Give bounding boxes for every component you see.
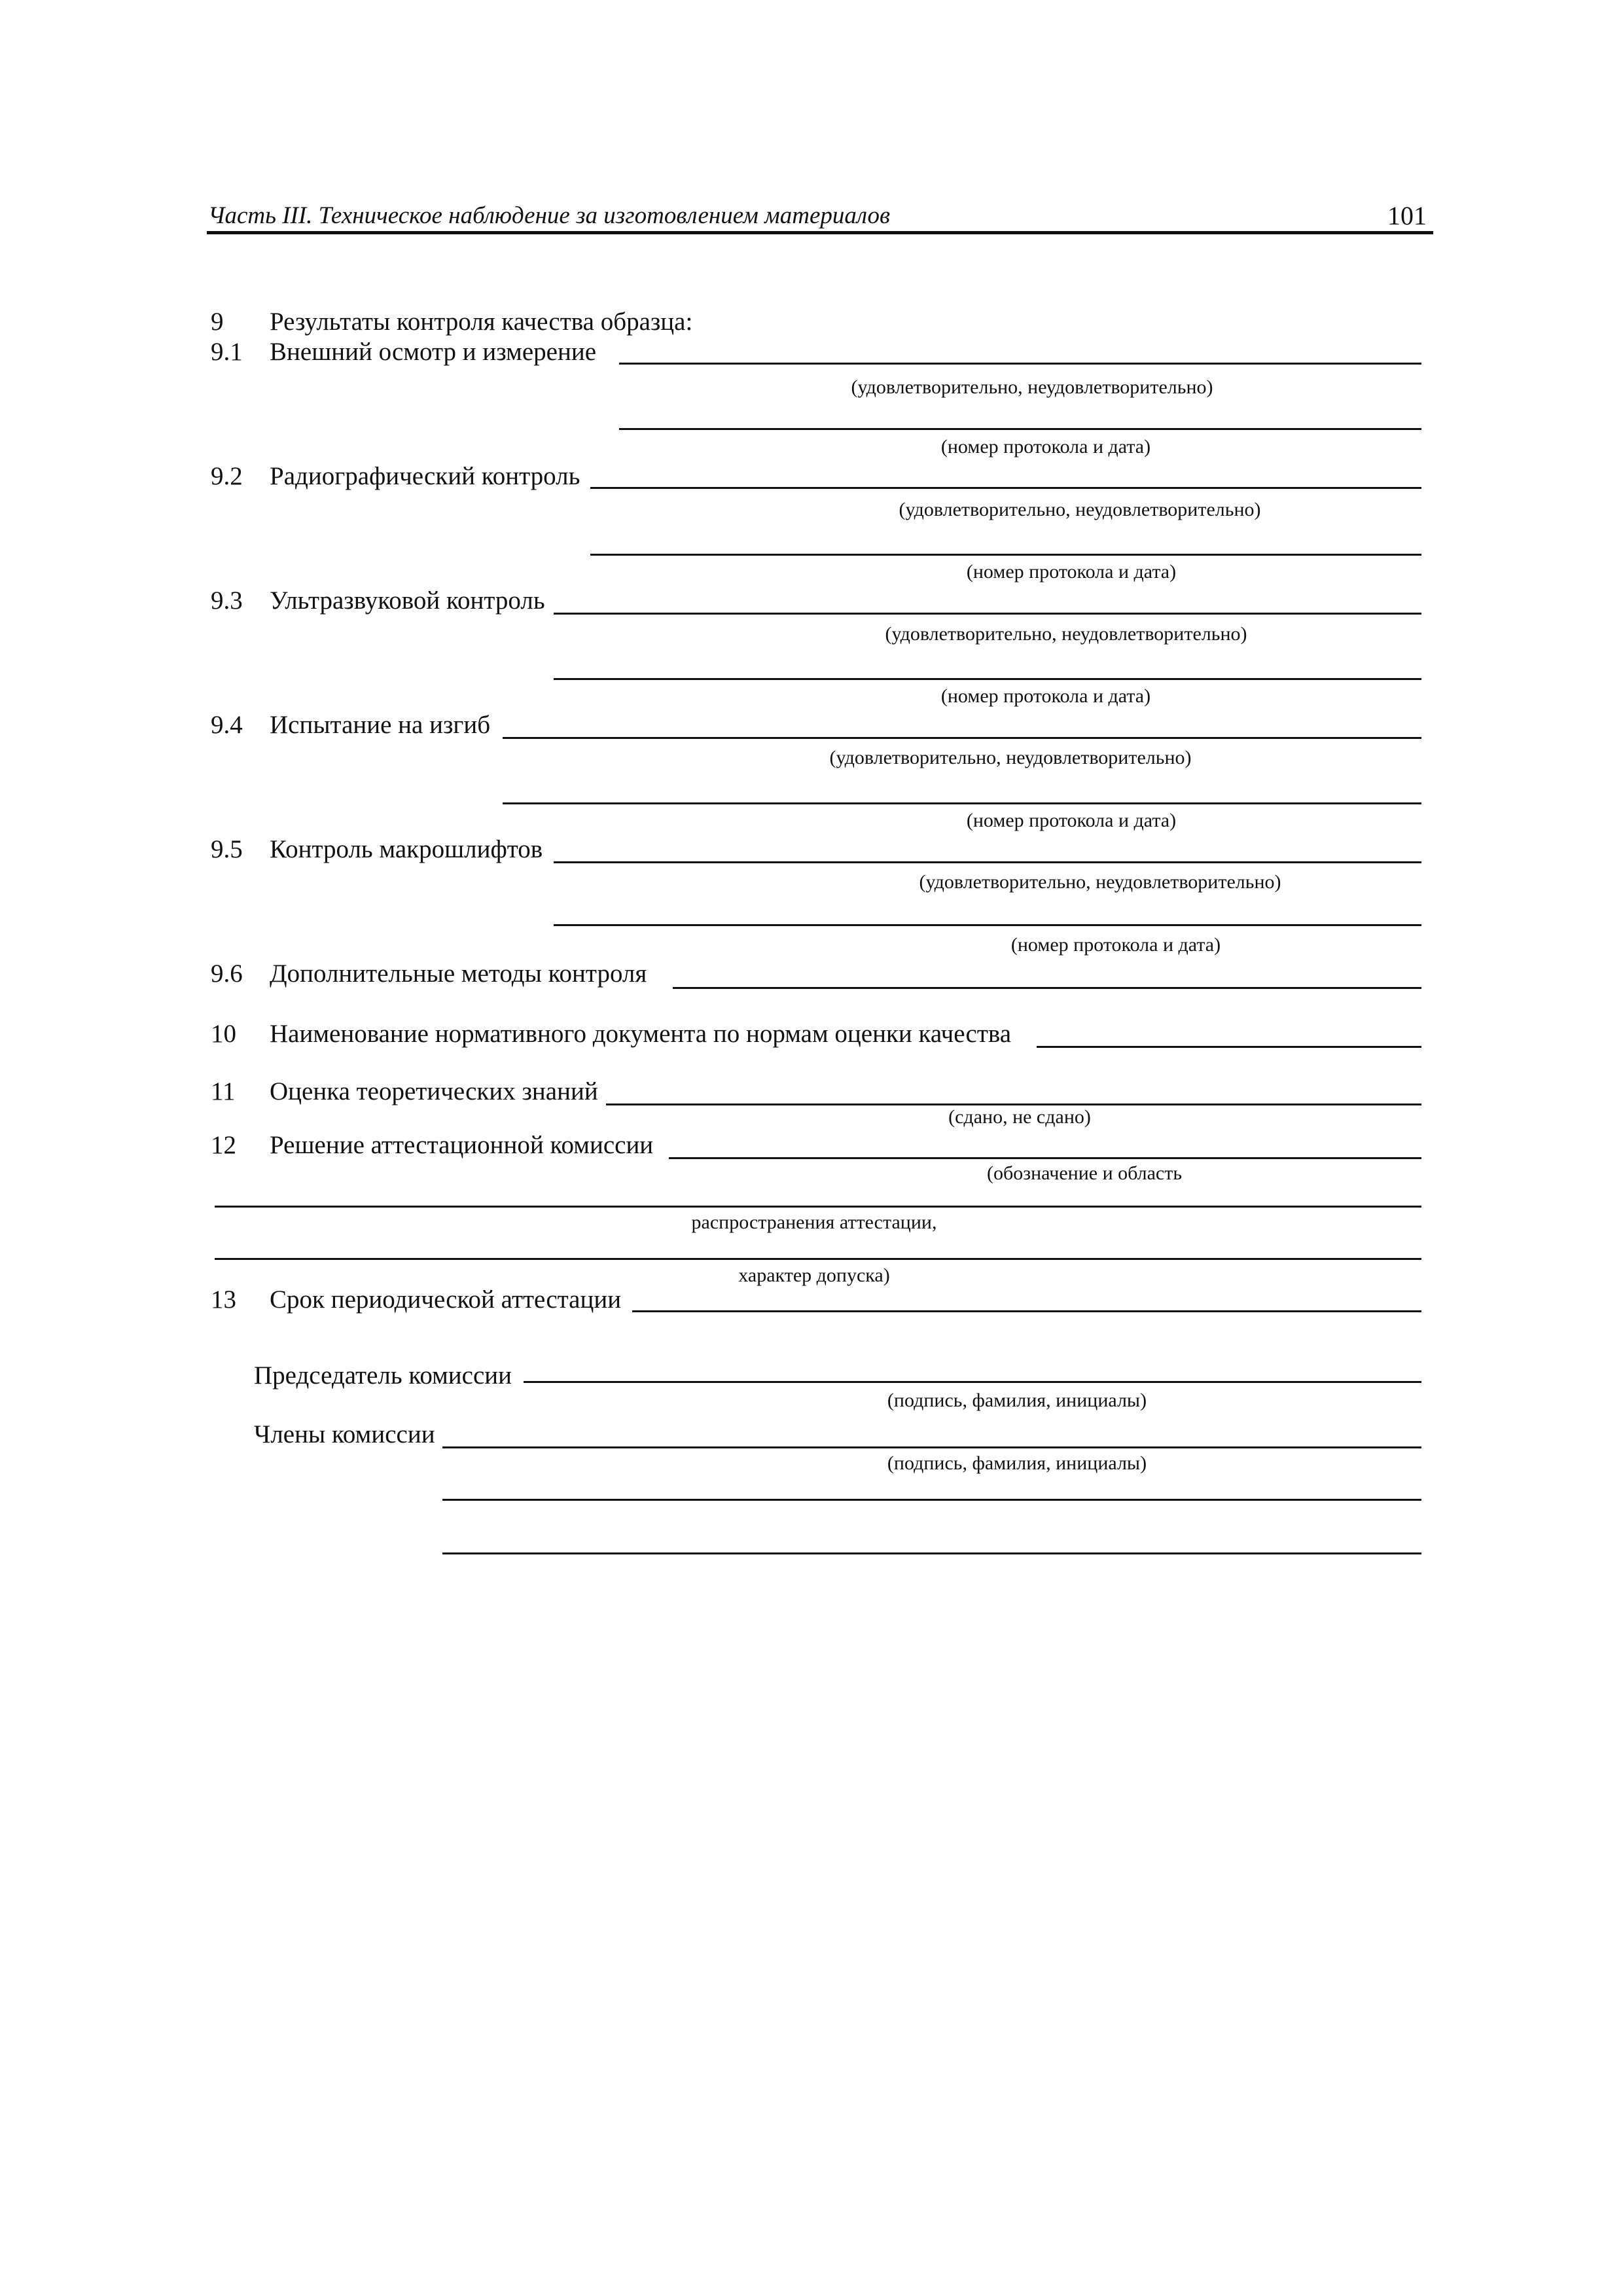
item-12-caption-1: (обозначение и область xyxy=(986,1162,1183,1184)
item-9-4-result-caption: (удовлетворительно, неудовлетворительно) xyxy=(829,747,1192,768)
item-9-2-protocol-field[interactable] xyxy=(590,554,1421,556)
item-12-caption-2: распространения аттестации, xyxy=(691,1211,937,1233)
item-9-1-label: Внешний осмотр и измерение xyxy=(270,338,597,366)
item-9-3-protocol-caption: (номер протокола и дата) xyxy=(940,685,1151,707)
item-9-3-result-caption: (удовлетворительно, неудовлетворительно) xyxy=(885,623,1247,645)
item-11-label: Оценка теоретических знаний xyxy=(270,1077,598,1105)
item-13-field[interactable] xyxy=(632,1310,1421,1312)
item-9-4-protocol-caption: (номер протокола и дата) xyxy=(966,810,1177,831)
item-9-4-label: Испытание на изгиб xyxy=(270,711,491,739)
item-9-2-protocol-caption: (номер протокола и дата) xyxy=(966,561,1177,583)
chairman-label: Председатель комиссии xyxy=(254,1361,512,1390)
item-9-3-result-field[interactable] xyxy=(554,613,1421,615)
section-9-title: Результаты контроля качества образца: xyxy=(270,308,693,336)
members-caption: (подпись, фамилия, инициалы) xyxy=(887,1452,1147,1474)
item-12-caption-3: характер допуска) xyxy=(738,1265,890,1286)
item-9-4-number: 9.4 xyxy=(211,711,243,739)
item-9-4-protocol-field[interactable] xyxy=(503,802,1421,804)
header-rule xyxy=(207,231,1433,234)
chairman-signature-field[interactable] xyxy=(524,1381,1421,1383)
item-12-label: Решение аттестационной комиссии xyxy=(270,1131,654,1159)
item-9-1-protocol-caption: (номер протокола и дата) xyxy=(940,436,1151,457)
member-signature-field-2[interactable] xyxy=(442,1499,1421,1501)
item-12-number: 12 xyxy=(211,1131,236,1159)
item-13-label: Срок периодической аттестации xyxy=(270,1285,622,1314)
item-9-3-protocol-field[interactable] xyxy=(554,678,1421,680)
item-10-number: 10 xyxy=(211,1020,236,1048)
item-11-field[interactable] xyxy=(606,1103,1421,1105)
item-9-6-field[interactable] xyxy=(673,987,1421,989)
item-9-1-protocol-field[interactable] xyxy=(619,428,1421,430)
item-9-1-result-caption: (удовлетворительно, неудовлетворительно) xyxy=(851,376,1213,398)
item-9-6-number: 9.6 xyxy=(211,960,243,988)
item-9-5-number: 9.5 xyxy=(211,835,243,863)
item-9-2-result-field[interactable] xyxy=(590,487,1421,489)
item-12-field-2[interactable] xyxy=(215,1206,1421,1208)
running-header-title: Часть III. Техническое наблюдение за изготовлением материалов xyxy=(208,202,891,229)
page-number: 101 xyxy=(1387,201,1427,230)
member-signature-field-1[interactable] xyxy=(442,1446,1421,1448)
chairman-caption: (подпись, фамилия, инициалы) xyxy=(887,1390,1147,1411)
item-9-1-number: 9.1 xyxy=(211,338,243,366)
item-9-3-number: 9.3 xyxy=(211,586,243,615)
item-13-number: 13 xyxy=(211,1285,236,1314)
members-label: Члены комиссии xyxy=(254,1420,435,1448)
item-9-2-label: Радиографический контроль xyxy=(270,462,580,490)
item-10-field[interactable] xyxy=(1037,1046,1421,1048)
item-9-2-result-caption: (удовлетворительно, неудовлетворительно) xyxy=(899,499,1261,520)
item-9-4-result-field[interactable] xyxy=(503,737,1421,739)
item-9-5-protocol-caption: (номер протокола и дата) xyxy=(1010,934,1221,956)
item-9-1-result-field[interactable] xyxy=(619,363,1421,365)
item-9-5-protocol-field[interactable] xyxy=(554,924,1421,926)
section-9-number: 9 xyxy=(211,308,224,336)
item-12-field[interactable] xyxy=(669,1157,1421,1159)
item-9-5-result-field[interactable] xyxy=(554,861,1421,863)
item-9-3-label: Ультразвуковой контроль xyxy=(270,586,545,615)
item-9-2-number: 9.2 xyxy=(211,462,243,490)
item-11-number: 11 xyxy=(211,1077,236,1105)
member-signature-field-3[interactable] xyxy=(442,1552,1421,1554)
item-10-label: Наименование нормативного документа по нормам оценки качества xyxy=(270,1020,1012,1048)
item-9-6-label: Дополнительные методы контроля xyxy=(270,960,647,988)
item-9-5-result-caption: (удовлетворительно, неудовлетворительно) xyxy=(919,871,1281,893)
item-12-field-3[interactable] xyxy=(215,1258,1421,1260)
item-9-5-label: Контроль макрошлифтов xyxy=(270,835,543,863)
item-11-caption: (сдано, не сдано) xyxy=(948,1106,1091,1128)
